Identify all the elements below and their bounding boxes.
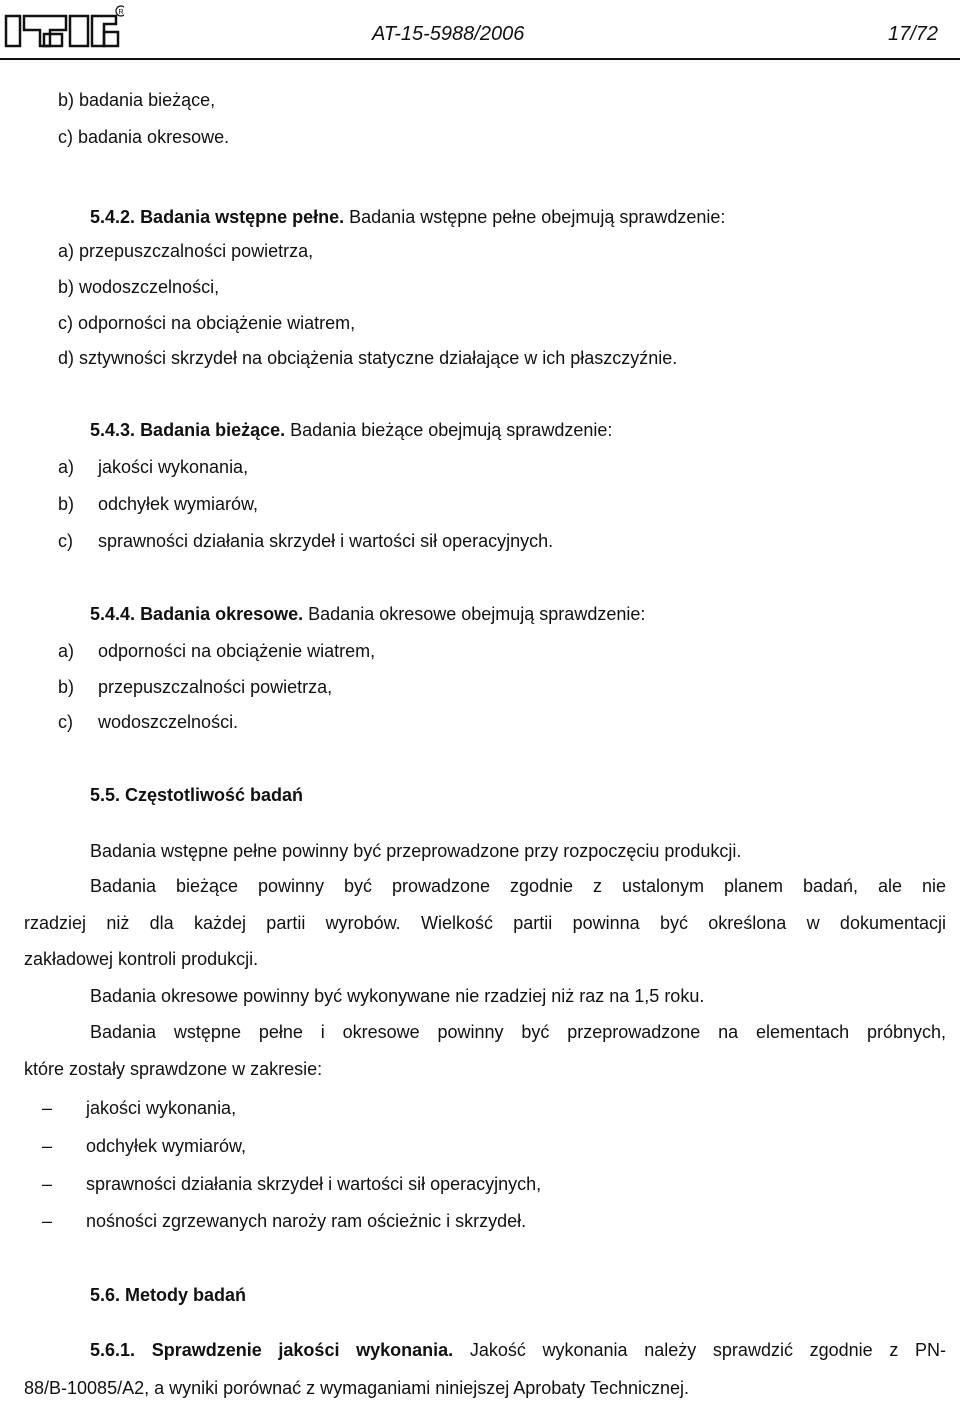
list-item: b) wodoszczelności, [58, 277, 220, 297]
section-title: Sprawdzenie jakości wykonania. [151, 1340, 454, 1360]
section-5-4-4-heading [90, 603, 645, 625]
list-item: odchyłek wymiarów, [98, 494, 259, 514]
section-title: 5.5. Częstotliwość badań [90, 785, 304, 805]
paragraph: Badania wstępne pełne powinny być przeprowadzone przy rozpoczęciu produkcji. [90, 841, 742, 861]
list-item: c) badania okresowe. [58, 127, 230, 147]
list-marker: b) [58, 677, 75, 697]
list-dash: – [42, 1098, 53, 1118]
section-5-4-2-heading [90, 206, 725, 228]
list-item: b) badania bieżące, [58, 90, 216, 110]
list-item: c) odporności na obciążenie wiatrem, [58, 313, 356, 333]
list-item: wodoszczelności. [98, 712, 239, 732]
section-5-4-3-heading [90, 419, 612, 441]
list-dash: – [42, 1211, 53, 1231]
paragraph-line: które zostały sprawdzone w zakresie: [24, 1059, 323, 1079]
page-number: 17/72 [888, 23, 939, 45]
section-text: Jakość wykonania należy sprawdzić zgodnie z PN- [469, 1340, 946, 1360]
section-5-6-heading [90, 1284, 246, 1306]
list-item: odchyłek wymiarów, [86, 1136, 247, 1156]
list-item: sprawności działania skrzydeł i wartości sił operacyjnych. [98, 531, 554, 551]
list-marker: a) [58, 457, 75, 477]
document-number: AT-15-5988/2006 [372, 23, 525, 45]
section-number: 5.4.2. [90, 207, 136, 227]
list-item: jakości wykonania, [98, 457, 249, 477]
paragraph-line: zakładowej kontroli produkcji. [24, 949, 259, 969]
svg-text:R: R [118, 9, 124, 16]
list-dash: – [42, 1174, 53, 1194]
paragraph-line: 88/B-10085/A2, a wyniki porównać z wymaganiami niniejszej Aprobaty Technicznej. [24, 1378, 690, 1398]
section-intro: Badania bieżące obejmują sprawdzenie: [290, 420, 613, 440]
list-dash: – [42, 1136, 53, 1156]
list-item: odporności na obciążenie wiatrem, [98, 641, 376, 661]
list-item: d) sztywności skrzydeł na obciążenia statyczne działające w ich płaszczyźnie. [58, 348, 678, 368]
list-item: nośności zgrzewanych naroży ram ościeżnic i skrzydeł. [86, 1211, 527, 1231]
itb-logo-icon [4, 4, 124, 50]
header-divider [0, 58, 960, 60]
list-marker: a) [58, 641, 75, 661]
section-title: 5.6. Metody badań [90, 1285, 247, 1305]
section-title: Badania wstępne pełne. [140, 207, 345, 227]
paragraph: Badania okresowe powinny być wykonywane nie rzadziej niż raz na 1,5 roku. [90, 986, 705, 1006]
section-intro: Badania okresowe obejmują sprawdzenie: [308, 604, 646, 624]
list-item: sprawności działania skrzydeł i wartości sił operacyjnych, [86, 1174, 542, 1194]
list-item: a) przepuszczalności powietrza, [58, 241, 314, 261]
paragraph-line: Badania wstępne pełne i okresowe powinny być przeprowadzone na elementach próbnych, [90, 1022, 946, 1042]
section-number: 5.4.4. [90, 604, 136, 624]
section-intro: Badania wstępne pełne obejmują sprawdzenie: [349, 207, 726, 227]
section-5-6-1-line1 [90, 1339, 946, 1361]
section-5-5-heading [90, 784, 303, 806]
section-number: 5.4.3. [90, 420, 136, 440]
section-title: Badania bieżące. [140, 420, 286, 440]
list-marker: c) [58, 531, 73, 551]
paragraph-line: Badania bieżące powinny być prowadzone zgodnie z ustalonym planem badań, ale nie [90, 876, 946, 896]
section-number: 5.6.1. [90, 1340, 136, 1360]
list-item: przepuszczalności powietrza, [98, 677, 333, 697]
section-title: Badania okresowe. [140, 604, 304, 624]
itb-logo [4, 4, 124, 50]
list-item: jakości wykonania, [86, 1098, 237, 1118]
list-marker: b) [58, 494, 75, 514]
list-marker: c) [58, 712, 73, 732]
paragraph-line: rzadziej niż dla każdej partii wyrobów. Wielkość partii powinna być określona w dokumentacji [24, 913, 946, 933]
